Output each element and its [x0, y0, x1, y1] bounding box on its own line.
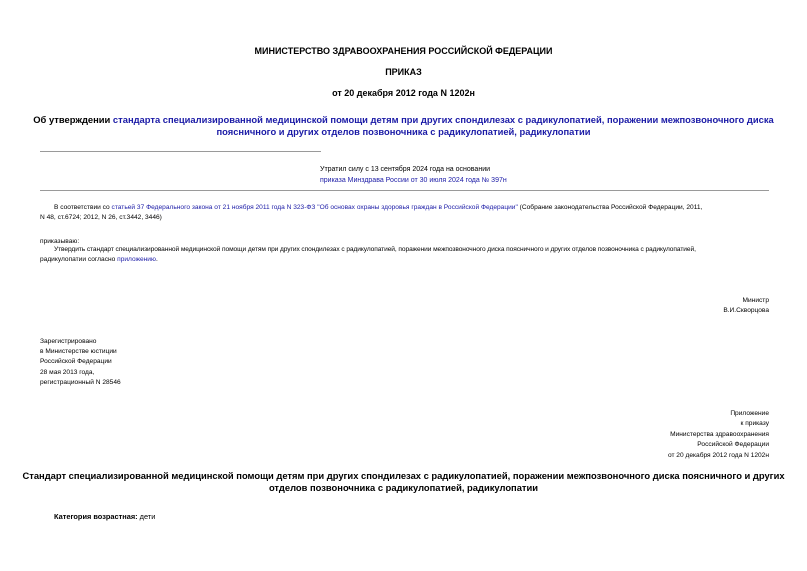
preamble-prefix: В соответствии со — [54, 204, 112, 211]
signature-block — [723, 296, 769, 315]
registration-line: 28 мая 2013 года, — [40, 368, 95, 376]
standard-title — [0, 470, 807, 494]
preamble-line1 — [40, 203, 769, 213]
title-standard-link[interactable]: стандарта специализированной медицинской помощи детям при других спондилезах с радикулопатией, поражении межпозвоночного диска — [112, 114, 774, 125]
age-category-row — [54, 512, 155, 521]
document-title — [0, 114, 807, 138]
registration-block — [40, 337, 121, 388]
ministry-heading: МИНИСТЕРСТВО ЗДРАВООХРАНЕНИЯ РОССИЙСКОЙ ФЕДЕРАЦИИ — [254, 46, 553, 56]
doc-date-heading: от 20 декабря 2012 года N 1202н — [332, 88, 475, 98]
appendix-block — [668, 409, 769, 461]
order-paragraph — [40, 245, 769, 264]
order-verb: приказываю: — [40, 238, 80, 245]
appendix-line: Российской Федерации — [697, 441, 769, 449]
standard-title-line2: отделов позвоночника с радикулопатией, радикулопатии — [268, 482, 539, 493]
doc-type-heading: ПРИКАЗ — [385, 67, 422, 77]
signature-position: Министр — [742, 297, 769, 304]
preamble-suffix: (Собрание законодательства Российской Федерации, 2011, — [517, 204, 703, 211]
signature-name: В.И.Скворцова — [723, 306, 769, 314]
preamble-paragraph — [40, 203, 769, 222]
appendix-line: от 20 декабря 2012 года N 1202н — [667, 451, 769, 459]
repeal-order-link[interactable]: приказа Минздрава России от 30 июля 2024 года № 397н — [320, 177, 507, 184]
registration-line: Российской Федерации — [40, 358, 112, 366]
title-divider — [40, 151, 321, 152]
age-category-label: Категория возрастная: — [54, 512, 138, 521]
document-title-line1 — [0, 114, 807, 126]
preamble-line2: N 48, ст.6724; 2012, N 26, ст.3442, 3446) — [40, 213, 162, 221]
document-title-line2 — [0, 126, 807, 138]
order-line1: Утвердить стандарт специализированной медицинской помощи детям при других спондилезах с радикулопатией, поражении межпозвоночного диска поясничного и других отделов позвоночника с радикулопатией, — [54, 246, 696, 253]
appendix-link[interactable]: приложению — [117, 255, 156, 263]
appendix-line: Приложение — [730, 410, 769, 417]
order-line2-prefix: радикулопатии согласно — [40, 255, 118, 263]
federal-law-link[interactable]: статьей 37 Федерального закона от 21 ноября 2011 года N 323-ФЗ "Об основах охраны здоровья граждан в Российской Федерации" — [111, 204, 518, 211]
status-divider — [40, 190, 769, 191]
standard-title-line1: Стандарт специализированной медицинской помощи детям при других спондилезах с радикулопатией, поражении межпозвоночного диска поясничного и других — [22, 470, 785, 481]
registration-line: регистрационный N 28546 — [40, 378, 121, 386]
order-line2-suffix: . — [155, 255, 158, 263]
registration-line: Зарегистрировано — [40, 338, 97, 345]
order-line2 — [40, 255, 769, 265]
title-prefix: Об утверждении — [33, 114, 113, 125]
status-link-row — [320, 176, 507, 186]
age-category-value: дети — [137, 512, 156, 521]
title-standard-link-cont[interactable]: поясничного и других отделов позвоночника с радикулопатией, радикулопатии — [216, 126, 591, 137]
appendix-line: Министерства здравоохранения — [670, 430, 769, 438]
registration-line: в Министерстве юстиции — [40, 348, 117, 356]
appendix-line: к приказу — [740, 420, 769, 428]
status-text: Утратил силу с 13 сентября 2024 года на основании — [320, 166, 491, 173]
